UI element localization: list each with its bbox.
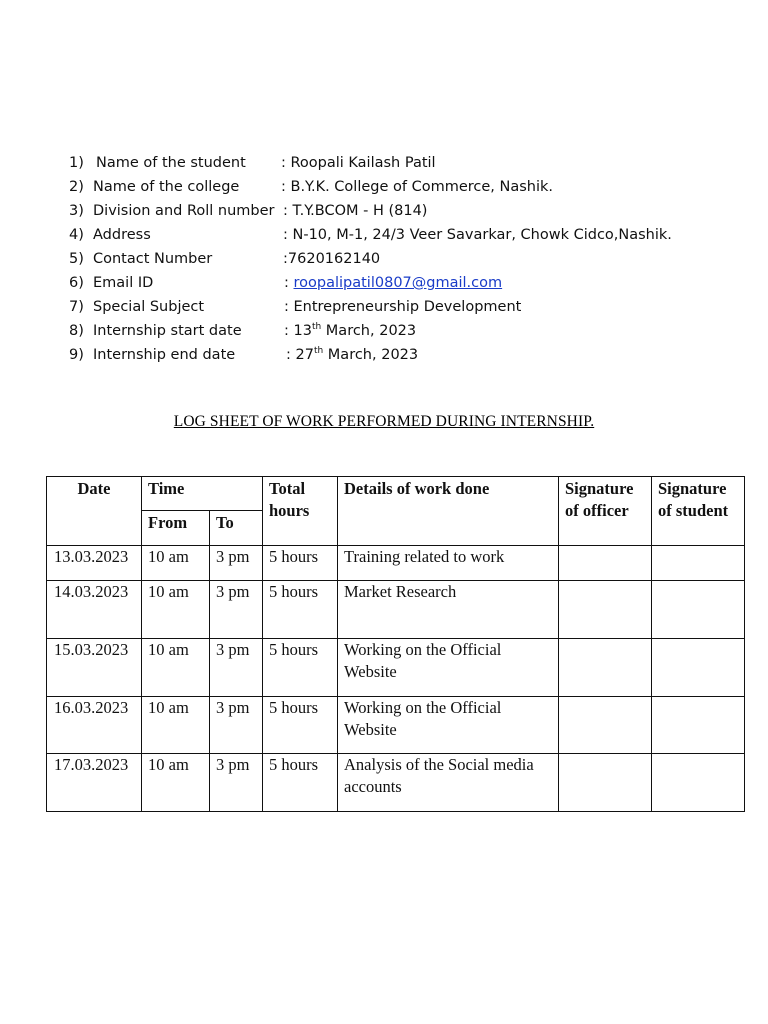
ordinal-suffix: th: [311, 322, 322, 332]
college-value: B.Y.K. College of Commerce, Nashik.: [290, 179, 554, 195]
header-signature-student: Signature of student: [652, 477, 745, 546]
cell-details: Training related to work: [338, 546, 559, 581]
field-separator: :: [283, 227, 293, 243]
field-label: Name of the college: [93, 179, 240, 195]
item-number: 2): [69, 179, 84, 195]
cell-details: Market Research: [338, 581, 559, 639]
header-details: Details of work done: [338, 477, 559, 546]
item-number: 6): [69, 275, 84, 291]
cell-signature-officer: [559, 754, 652, 812]
item-number: 8): [69, 323, 84, 339]
info-row-end-date: [0, 344, 768, 366]
header-date: Date: [47, 477, 142, 546]
student-info-list: [0, 0, 768, 380]
cell-hours: 5 hours: [263, 546, 338, 581]
field-separator: :: [281, 155, 291, 171]
field-separator: :: [281, 179, 291, 195]
info-row-address: [0, 224, 768, 246]
header-total-hours: Total hours: [263, 477, 338, 546]
cell-signature-officer: [559, 697, 652, 754]
cell-hours: 5 hours: [263, 754, 338, 812]
cell-date: 16.03.2023: [47, 697, 142, 754]
contact-value: 7620162140: [287, 251, 381, 267]
header-to: To: [210, 511, 263, 546]
division-roll-value: T.Y.BCOM - H (814): [292, 203, 428, 219]
item-number: 3): [69, 203, 84, 219]
header-signature-officer: Signature of officer: [559, 477, 652, 546]
field-label: Internship end date: [93, 347, 236, 363]
field-label: Email ID: [93, 275, 154, 291]
cell-to: 3 pm: [210, 546, 263, 581]
cell-from: 10 am: [142, 546, 210, 581]
cell-to: 3 pm: [210, 697, 263, 754]
start-date-rest: March, 2023: [321, 323, 417, 339]
info-row-special-subject: [0, 296, 768, 318]
item-number: 1): [69, 155, 84, 171]
cell-details: Working on the Official Website: [338, 639, 559, 697]
cell-date: 17.03.2023: [47, 754, 142, 812]
field-label: Special Subject: [93, 299, 205, 315]
log-sheet-title: LOG SHEET OF WORK PERFORMED DURING INTERNSHIP.: [173, 413, 595, 430]
cell-signature-officer: [559, 546, 652, 581]
cell-signature-officer: [559, 639, 652, 697]
cell-details: Analysis of the Social media accounts: [338, 754, 559, 812]
cell-from: 10 am: [142, 581, 210, 639]
cell-details: Working on the Official Website: [338, 697, 559, 754]
cell-to: 3 pm: [210, 581, 263, 639]
cell-from: 10 am: [142, 697, 210, 754]
cell-to: 3 pm: [210, 639, 263, 697]
info-row-start-date: [0, 320, 768, 342]
info-row-email: [0, 272, 768, 294]
field-label: Internship start date: [93, 323, 242, 339]
item-number: 7): [69, 299, 84, 315]
cell-date: 15.03.2023: [47, 639, 142, 697]
field-separator: :: [284, 299, 294, 315]
field-label: Name of the student: [96, 155, 246, 171]
header-time: Time: [142, 477, 263, 511]
info-row-student-name: [0, 152, 768, 174]
cell-date: 13.03.2023: [47, 546, 142, 581]
field-separator: :: [284, 323, 294, 339]
table-row: [47, 754, 745, 812]
item-number: 5): [69, 251, 84, 267]
cell-signature-student: [652, 754, 745, 812]
item-number: 4): [69, 227, 84, 243]
student-name-value: Roopali Kailash Patil: [290, 155, 436, 171]
header-from: From: [142, 511, 210, 546]
email-link[interactable]: roopalipatil0807@gmail.com: [293, 275, 503, 291]
cell-hours: 5 hours: [263, 697, 338, 754]
info-row-contact: [0, 248, 768, 270]
cell-signature-student: [652, 639, 745, 697]
cell-signature-student: [652, 546, 745, 581]
field-label: Division and Roll number: [93, 203, 275, 219]
cell-date: 14.03.2023: [47, 581, 142, 639]
address-value: N-10, M-1, 24/3 Veer Savarkar, Chowk Cidco,Nashik.: [292, 227, 672, 243]
table-row: [47, 581, 745, 639]
table-row: [47, 639, 745, 697]
table-header-row: [47, 477, 745, 511]
cell-hours: 5 hours: [263, 581, 338, 639]
item-number: 9): [69, 347, 84, 363]
field-separator: :: [283, 251, 288, 267]
cell-signature-student: [652, 581, 745, 639]
cell-from: 10 am: [142, 754, 210, 812]
field-separator: :: [284, 275, 294, 291]
field-separator: :: [286, 347, 296, 363]
log-sheet-table: [46, 476, 745, 812]
cell-signature-officer: [559, 581, 652, 639]
field-separator: :: [283, 203, 293, 219]
cell-to: 3 pm: [210, 754, 263, 812]
cell-hours: 5 hours: [263, 639, 338, 697]
end-date-day: 27: [295, 347, 314, 363]
table-row: [47, 546, 745, 581]
field-label: Contact Number: [93, 251, 213, 267]
info-row-division-roll: [0, 200, 768, 222]
cell-signature-student: [652, 697, 745, 754]
field-label: Address: [93, 227, 151, 243]
info-row-college: [0, 176, 768, 198]
ordinal-suffix: th: [313, 346, 324, 356]
start-date-day: 13: [293, 323, 312, 339]
cell-from: 10 am: [142, 639, 210, 697]
special-subject-value: Entrepreneurship Development: [293, 299, 522, 315]
end-date-rest: March, 2023: [323, 347, 419, 363]
table-row: [47, 697, 745, 754]
